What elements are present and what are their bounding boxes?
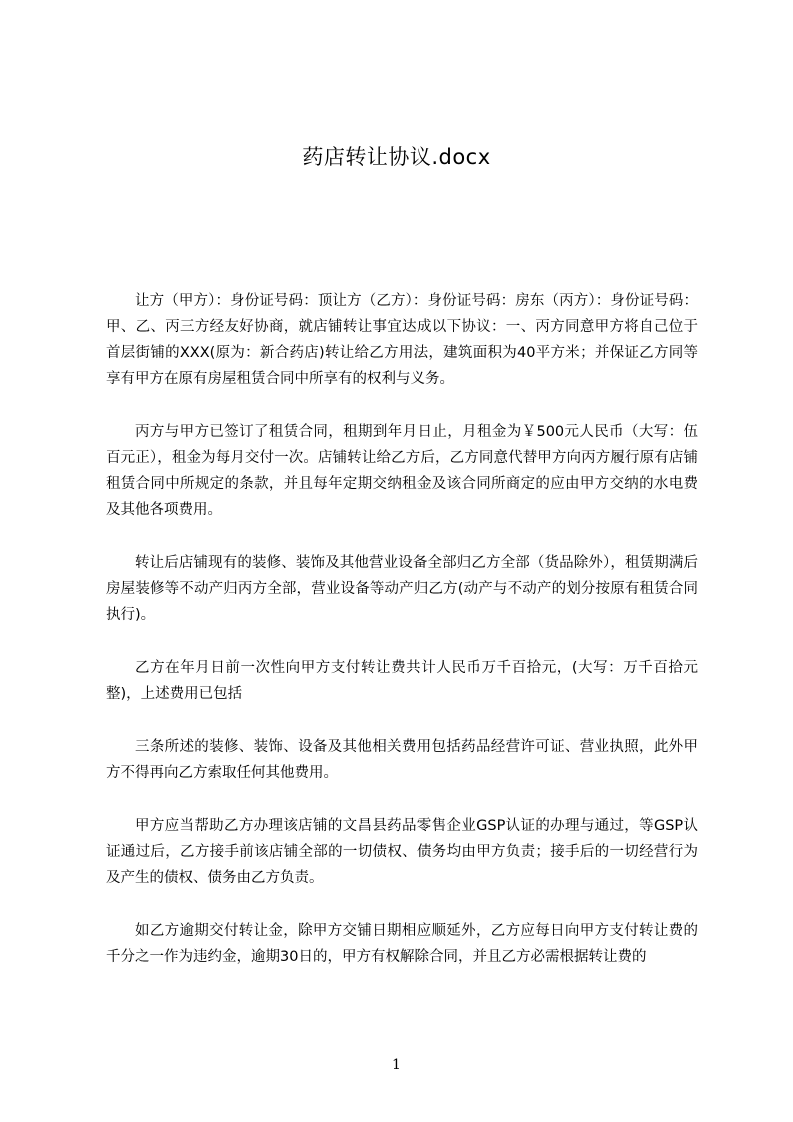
paragraph-1: 让方（甲方）：身份证号码：顶让方（乙方）：身份证号码：房东（丙方）：身份证号码：甲、乙、丙三方经友好协商，就店铺转让事宜达成以下协议：一、丙方同意甲方将自己位于首层街铺的XXX(原为：新合药店)转让给乙方用法，建筑面积为40平方米；并保证乙方同等享有甲方在原有房屋租赁合同中所享有的权利与义务。 [106,293,698,387]
paragraph-2: 丙方与甲方已签订了租赁合同，租期到年月日止，月租金为￥500元人民币（大写：伍百元正），租金为每月交付一次。店铺转让给乙方后，乙方同意代替甲方向丙方履行原有店铺租赁合同中所规定的条款，并且每年定期交纳租金及该合同所商定的应由甲方交纳的水电费及其他各项费用。 [106,424,698,518]
document-title: 药店转让协议.docx [302,145,491,169]
paragraph-4: 乙方在年月日前一次性向甲方支付转让费共计人民币万千百拾元，(大写：万千百拾元整)，上述费用已包括 [106,660,698,702]
page-number: 1 [392,1057,401,1073]
paragraph-6: 甲方应当帮助乙方办理该店铺的文昌县药品零售企业GSP认证的办理与通过，等GSP认证通过后，乙方接手前该店铺全部的一切债权、债务均由甲方负责；接手后的一切经营行为及产生的债权、债务由乙方负责。 [106,818,698,886]
paragraph-5: 三条所述的装修、装饰、设备及其他相关费用包括药品经营许可证、营业执照，此外甲方不得再向乙方索取任何其他费用。 [106,739,698,781]
paragraph-3: 转让后店铺现有的装修、装饰及其他营业设备全部归乙方全部（货品除外），租赁期满后房屋装修等不动产归丙方全部，营业设备等动产归乙方(动产与不动产的划分按原有租赁合同执行)。 [106,555,698,623]
paragraph-7: 如乙方逾期交付转让金，除甲方交铺日期相应顺延外，乙方应每日向甲方支付转让费的千分之一作为违约金，逾期30日的，甲方有权解除合同，并且乙方必需根据转让费的 [106,923,698,965]
document-body [106,288,698,997]
